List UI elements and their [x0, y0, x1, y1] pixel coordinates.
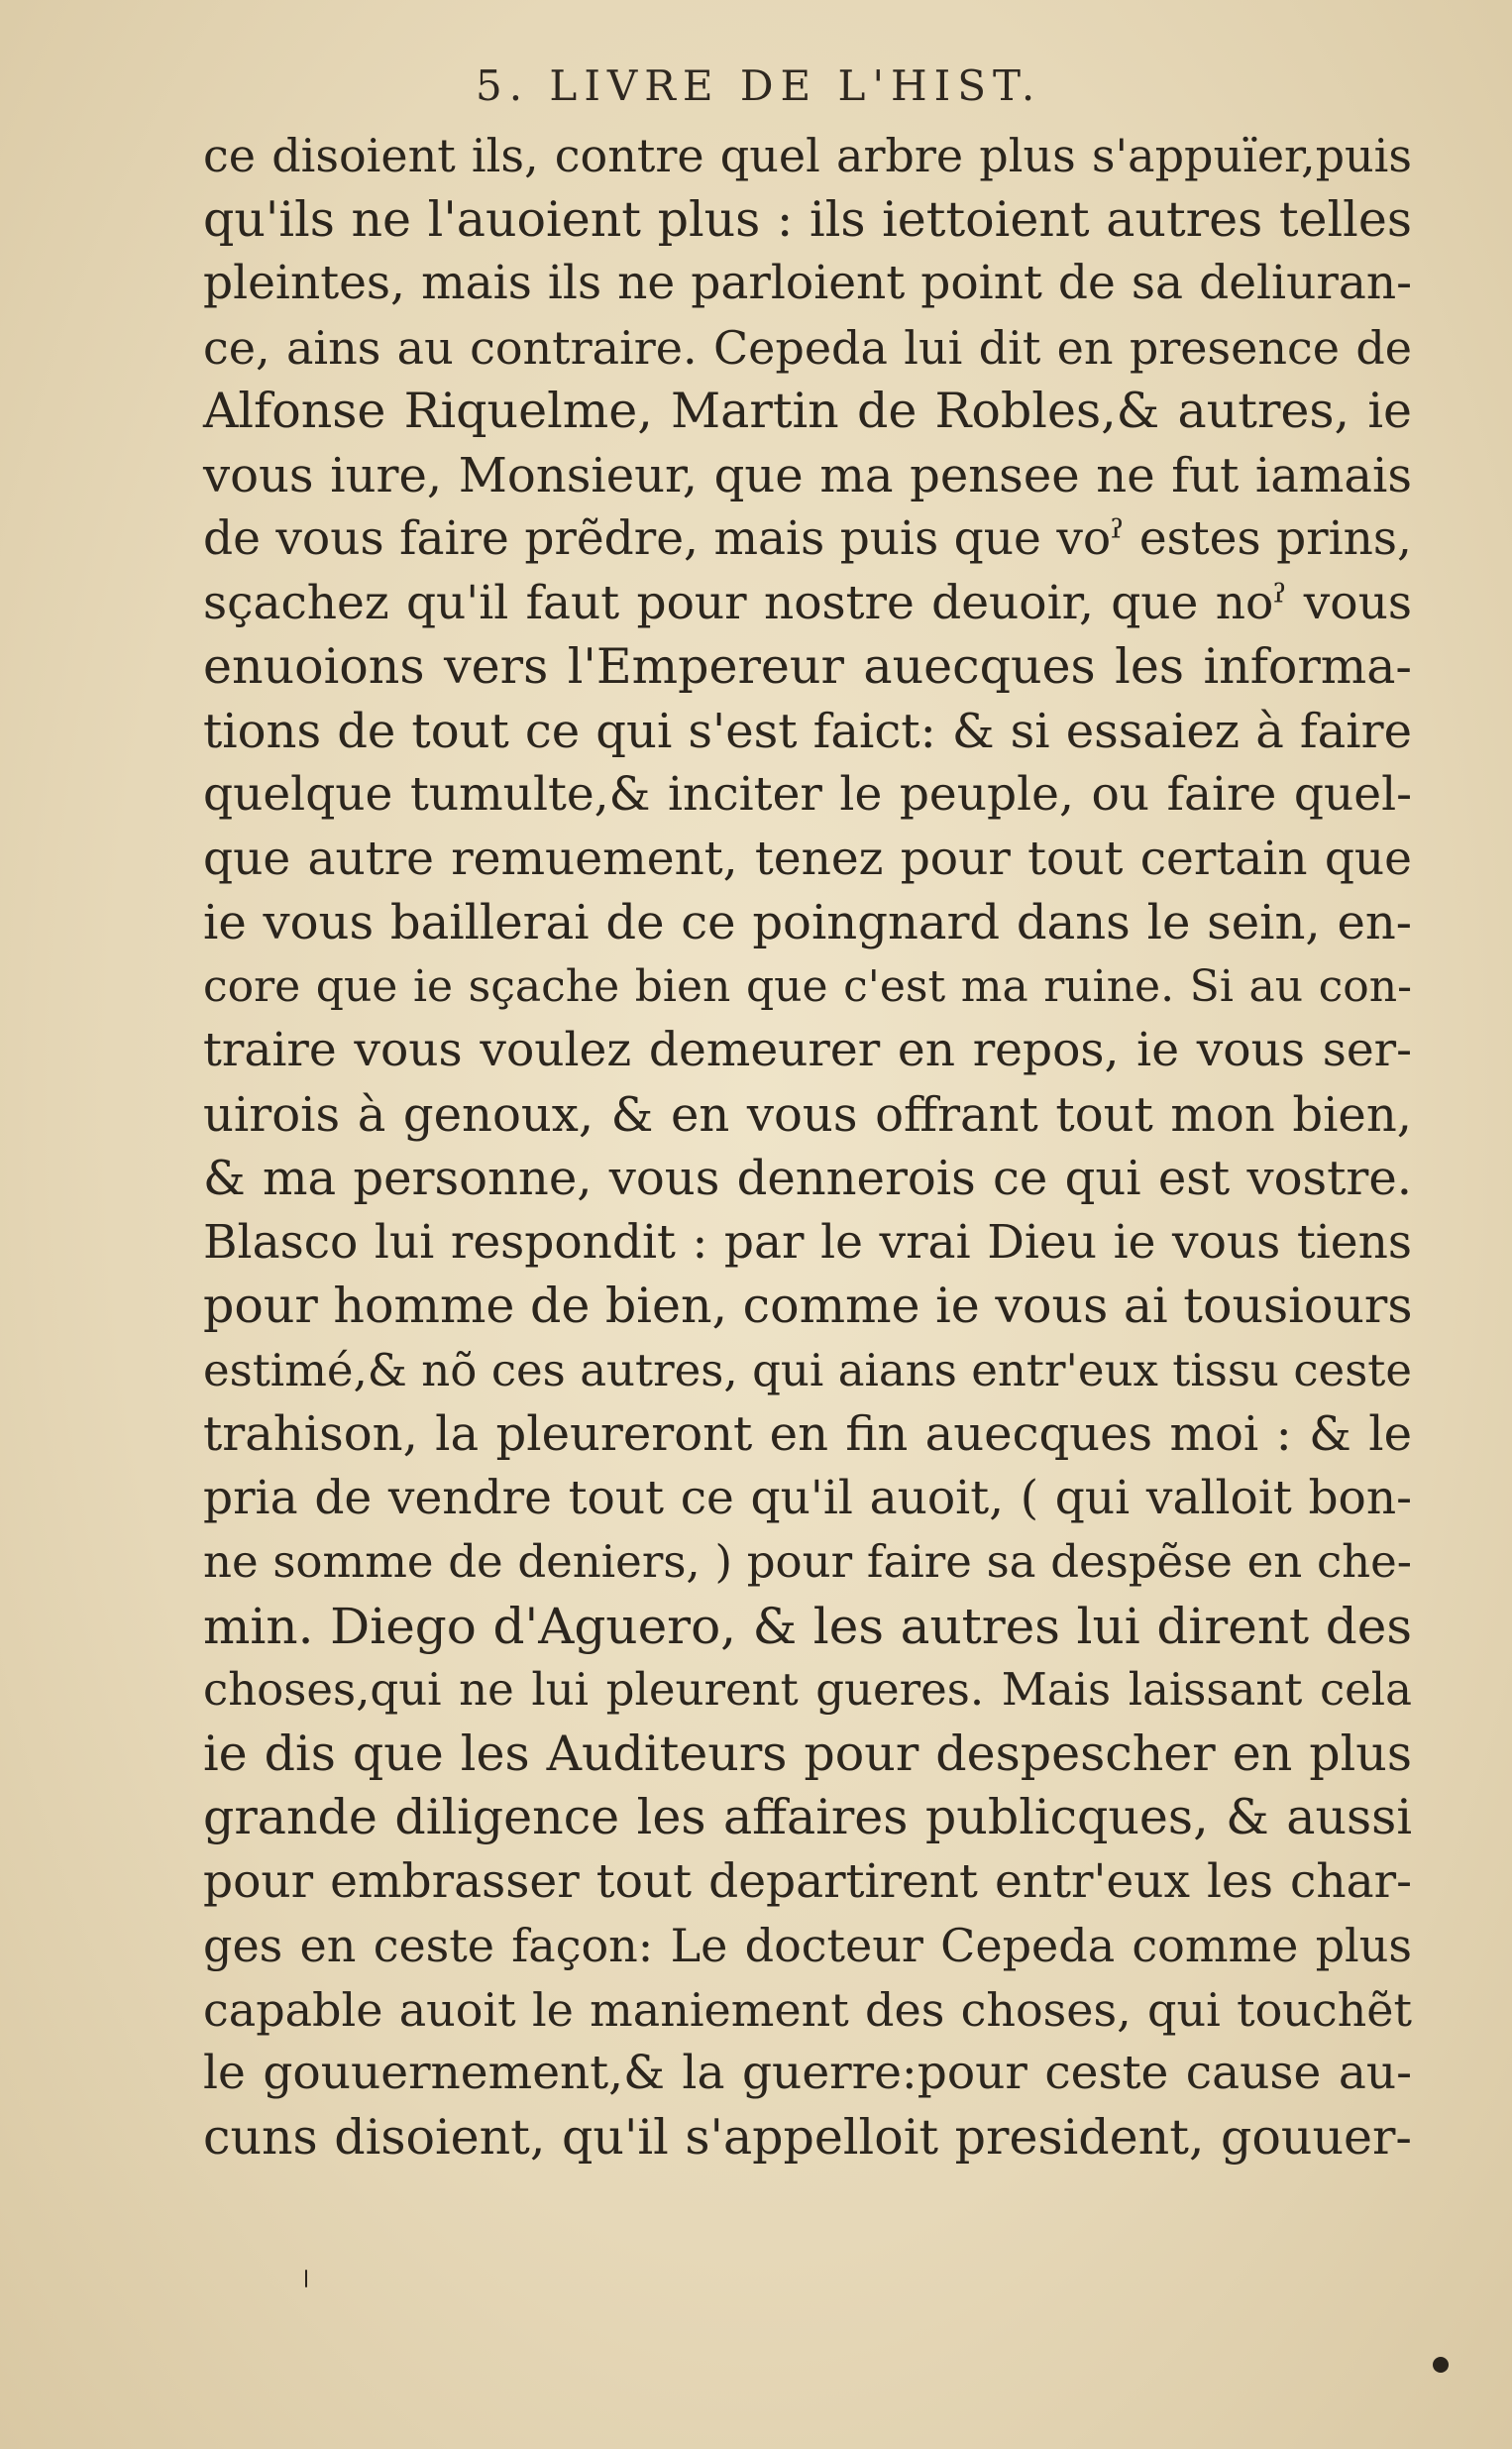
text-line: pour embrasser tout departirent entr'eux les char-	[203, 1853, 1412, 1909]
text-line: quelque tumulte,& inciter le peuple, ou faire quel-	[203, 767, 1412, 822]
text-line: pour homme de bien, comme ie vous ai tousiours	[203, 1278, 1413, 1334]
text-line: cuns disoient, qu'il s'appelloit president, gouuer-	[203, 2108, 1412, 2166]
text-line: enuoions vers l'Empereur auecques les informa-	[203, 638, 1412, 695]
text-line: estimé,& nõ ces autres, qui aians entr'eux tissu ceste	[203, 1343, 1412, 1396]
text-line: ie vous baillerai de ce poingnard dans le sein, en-	[203, 895, 1412, 950]
text-line: ie dis que les Auditeurs pour despescher en plus	[203, 1725, 1412, 1782]
text-line: uirois à genoux, & en vous offrant tout mon bien,	[203, 1086, 1412, 1143]
body-text	[203, 124, 1412, 2170]
text-line: Alfonse Riquelme, Martin de Robles,& autres, ie	[203, 383, 1412, 439]
text-line: le gouuernement,& la guerre:pour ceste cause au-	[203, 2046, 1412, 2100]
text-line: tions de tout ce qui s'est faict: & si essaiez à faire	[203, 703, 1412, 759]
text-line: sçachez qu'il faut pour nostre deuoir, que noˀ vous	[203, 575, 1412, 630]
text-line: qu'ils ne l'auoient plus : ils iettoient autres telles	[203, 190, 1412, 248]
text-line: grande diligence les affaires publicques, & aussi	[203, 1789, 1412, 1845]
ink-dot	[1433, 2357, 1449, 2373]
text-line: pleintes, mais ils ne parloient point de sa deliuran-	[203, 256, 1412, 310]
text-line: ne somme de deniers, ) pour faire sa despẽse en che-	[203, 1535, 1412, 1588]
ink-mark	[305, 2270, 307, 2287]
text-line: pria de vendre tout ce qu'il auoit, ( qui valloit bon-	[203, 1470, 1412, 1525]
text-line: que autre remuement, tenez pour tout certain que	[203, 831, 1412, 886]
text-line: trahison, la pleureront en fin auecques moi : & le	[203, 1406, 1412, 1462]
text-line: choses,qui ne lui pleurent gueres. Mais laissant cela	[203, 1663, 1412, 1716]
text-line: ges en ceste façon: Le docteur Cepeda comme plus	[203, 1919, 1412, 1972]
text-line: & ma personne, vous dennerois ce qui est vostre.	[203, 1151, 1412, 1206]
running-header: 5. LIVRE DE L'HIST.	[476, 61, 1042, 110]
text-line: de vous faire prẽdre, mais puis que voˀ estes prins,	[203, 511, 1412, 566]
text-line: Blasco lui respondit : par le vrai Dieu ie vous tiens	[203, 1214, 1412, 1270]
text-line: vous iure, Monsieur, que ma pensee ne fut iamais	[203, 447, 1412, 503]
text-line: capable auoit le maniement des choses, qui touchẽt	[203, 1982, 1412, 2037]
text-line: core que ie sçache bien que c'est ma ruine. Si au con-	[203, 960, 1412, 1012]
text-line: ce disoient ils, contre quel arbre plus s'appuïer,puis	[203, 129, 1412, 182]
text-line: ce, ains au contraire. Cepeda lui dit en presence de	[203, 320, 1412, 375]
text-line: min. Diego d'Aguero, & les autres lui dirent des	[203, 1597, 1412, 1655]
text-line: traire vous voulez demeurer en repos, ie vous ser-	[203, 1023, 1412, 1077]
